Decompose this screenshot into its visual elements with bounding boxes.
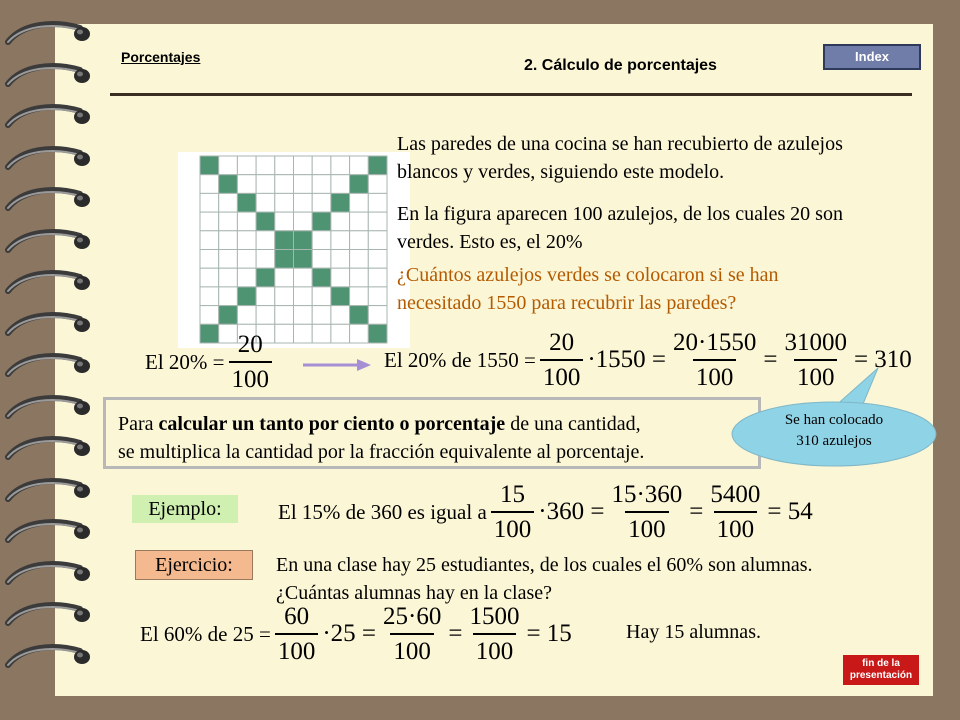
end-button-line-2: presentación: [849, 670, 913, 681]
white-tile: [350, 250, 369, 269]
speech-bubble-text: [746, 410, 922, 452]
index-button[interactable]: Index: [823, 44, 921, 70]
white-tile: [256, 193, 275, 212]
header-rule: [110, 93, 912, 96]
green-tile: [331, 287, 350, 306]
intro-paragraph-2: En la figura aparecen 100 azulejos, de los cuales 20 son verdes. Esto es, el 20%: [397, 203, 843, 253]
white-tile: [200, 250, 219, 269]
eq2-lhs: El 20% de 1550 =: [384, 347, 536, 372]
rule-box: [103, 397, 761, 469]
white-tile: [312, 156, 331, 175]
white-tile: [294, 287, 313, 306]
white-tile: [275, 268, 294, 287]
binding-ring-icon: [2, 435, 94, 465]
exercise-frac1: [275, 604, 319, 664]
example-frac2-den: 100: [625, 511, 669, 542]
white-tile: [331, 231, 350, 250]
exercise-frac3-num: 1500: [469, 603, 520, 630]
green-tile: [312, 268, 331, 287]
end-presentation-button[interactable]: [843, 655, 919, 685]
white-tile: [275, 156, 294, 175]
rule-post: de una cantidad,: [510, 413, 641, 435]
exercise-frac2-den: 100: [390, 633, 434, 664]
binding-ring-icon: [2, 228, 94, 258]
eq1-den: 100: [229, 361, 273, 392]
green-tile: [294, 231, 313, 250]
white-tile: [350, 231, 369, 250]
white-tile: [350, 287, 369, 306]
bubble-line-2: 310 azulejos: [796, 433, 872, 449]
white-tile: [200, 306, 219, 325]
white-tile: [237, 268, 256, 287]
rule-bold: calcular un tanto por ciento o porcentaje: [158, 413, 506, 435]
rule-line-2: se multiplica la cantidad por la fracción equivalente al porcentaje.: [118, 441, 645, 463]
green-tile: [312, 212, 331, 231]
example-label: Ejemplo:: [132, 495, 238, 523]
white-tile: [256, 287, 275, 306]
porcentajes-link[interactable]: Porcentajes: [121, 49, 201, 65]
white-tile: [368, 268, 387, 287]
tile-grid-svg: [178, 152, 410, 348]
exercise-frac1-num: 60: [284, 603, 310, 630]
white-tile: [350, 212, 369, 231]
white-tile: [331, 324, 350, 343]
binding-ring-icon: [2, 352, 94, 382]
exercise-frac1-den: 100: [275, 633, 319, 664]
binding-ring-icon: [2, 20, 94, 50]
binding-ring-icon: [2, 103, 94, 133]
green-tile: [275, 231, 294, 250]
white-tile: [275, 212, 294, 231]
white-tile: [275, 306, 294, 325]
example-text: El 15% de 360 es igual a: [278, 499, 487, 524]
exercise-frac3: [466, 604, 522, 664]
eq1-fraction: [229, 332, 273, 392]
white-tile: [275, 193, 294, 212]
white-tile: [312, 250, 331, 269]
white-tile: [294, 175, 313, 194]
white-tile: [237, 175, 256, 194]
white-tile: [200, 212, 219, 231]
white-tile: [256, 231, 275, 250]
eq2-frac1-den: 100: [540, 359, 584, 390]
example-equation: [278, 482, 813, 542]
binding-ring-icon: [2, 269, 94, 299]
equation-20-percent: [145, 332, 272, 392]
white-tile: [368, 306, 387, 325]
example-frac3: [707, 482, 763, 542]
white-tile: [331, 156, 350, 175]
eq2-equals: =: [763, 346, 778, 373]
binding-ring-icon: [2, 145, 94, 175]
green-tile: [331, 193, 350, 212]
eq2-times: ·1550 =: [587, 346, 667, 373]
green-tile: [200, 156, 219, 175]
white-tile: [219, 231, 238, 250]
green-tile: [368, 156, 387, 175]
exercise-times: ·25 =: [322, 620, 377, 647]
white-tile: [312, 306, 331, 325]
white-tile: [331, 212, 350, 231]
white-tile: [219, 212, 238, 231]
white-tile: [350, 193, 369, 212]
white-tile: [275, 324, 294, 343]
white-tile: [256, 156, 275, 175]
white-tile: [219, 250, 238, 269]
binding-ring-icon: [2, 601, 94, 631]
white-tile: [237, 231, 256, 250]
example-times: ·360 =: [538, 498, 605, 525]
example-frac1: [491, 482, 535, 542]
binding-ring-icon: [2, 477, 94, 507]
white-tile: [368, 250, 387, 269]
white-tile: [350, 156, 369, 175]
example-frac1-num: 15: [500, 481, 526, 508]
binding-ring-icon: [2, 560, 94, 590]
example-frac1-den: 100: [491, 511, 535, 542]
binding-ring-icon: [2, 311, 94, 341]
white-tile: [237, 212, 256, 231]
binding-ring-icon: [2, 186, 94, 216]
white-tile: [200, 268, 219, 287]
white-tile: [331, 306, 350, 325]
white-tile: [368, 287, 387, 306]
white-tile: [368, 212, 387, 231]
white-tile: [350, 324, 369, 343]
intro-question: ¿Cuántos azulejos verdes se colocaron si se han necesitado 1550 para recubrir las paredes?: [397, 264, 779, 314]
eq2-frac3-den: 100: [794, 359, 838, 390]
white-tile: [275, 175, 294, 194]
exercise-label: Ejercicio:: [135, 550, 253, 580]
exercise-lhs: El 60% de 25 =: [140, 621, 271, 646]
rule-pre: Para: [118, 413, 154, 435]
end-button-line-1: fin de la: [862, 658, 900, 669]
section-title: 2. Cálculo de porcentajes: [524, 57, 717, 74]
binding-ring-icon: [2, 394, 94, 424]
eq2-frac1: [540, 330, 584, 390]
example-frac2-num: 15·360: [611, 481, 683, 508]
exercise-frac2-num: 25·60: [383, 603, 442, 630]
eq1-num: 20: [237, 331, 263, 358]
white-tile: [294, 193, 313, 212]
eq1-lhs: El 20% =: [145, 349, 225, 374]
eq2-frac2-num: 20·1550: [673, 329, 757, 356]
white-tile: [368, 193, 387, 212]
binding-ring-icon: [2, 62, 94, 92]
white-tile: [256, 175, 275, 194]
white-tile: [237, 156, 256, 175]
green-tile: [219, 175, 238, 194]
white-tile: [256, 306, 275, 325]
green-tile: [350, 306, 369, 325]
white-tile: [200, 231, 219, 250]
spiral-binding: [0, 0, 100, 720]
green-tile: [294, 250, 313, 269]
white-tile: [237, 306, 256, 325]
green-tile: [256, 268, 275, 287]
binding-ring-icon: [2, 643, 94, 673]
green-tile: [256, 212, 275, 231]
eq2-result: = 310: [853, 346, 912, 373]
eq2-frac1-num: 20: [549, 329, 575, 356]
white-tile: [200, 193, 219, 212]
white-tile: [219, 287, 238, 306]
white-tile: [312, 231, 331, 250]
white-tile: [275, 287, 294, 306]
white-tile: [219, 193, 238, 212]
example-result: = 54: [767, 498, 813, 525]
slide-page: [55, 24, 933, 696]
white-tile: [312, 193, 331, 212]
green-tile: [237, 193, 256, 212]
white-tile: [294, 324, 313, 343]
green-tile: [237, 287, 256, 306]
white-tile: [200, 175, 219, 194]
exercise-result: = 15: [526, 620, 572, 647]
white-tile: [312, 324, 331, 343]
white-tile: [368, 231, 387, 250]
example-frac2: [608, 482, 685, 542]
exercise-equals: =: [448, 620, 463, 647]
green-tile: [275, 250, 294, 269]
example-equals: =: [689, 498, 704, 525]
white-tile: [256, 250, 275, 269]
green-tile: [350, 175, 369, 194]
white-tile: [368, 175, 387, 194]
exercise-answer: Hay 15 alumnas.: [626, 621, 761, 643]
green-tile: [219, 306, 238, 325]
white-tile: [294, 268, 313, 287]
white-tile: [331, 268, 350, 287]
white-tile: [294, 212, 313, 231]
exercise-line-1: En una clase hay 25 estudiantes, de los cuales el 60% son alumnas.: [276, 554, 813, 576]
example-frac3-num: 5400: [710, 481, 761, 508]
white-tile: [294, 156, 313, 175]
white-tile: [331, 250, 350, 269]
exercise-equation: [140, 604, 572, 664]
example-frac3-den: 100: [714, 511, 758, 542]
white-tile: [219, 268, 238, 287]
white-tile: [237, 250, 256, 269]
white-tile: [350, 268, 369, 287]
white-tile: [200, 287, 219, 306]
bubble-line-1: Se han colocado: [784, 412, 884, 428]
binding-ring-icon: [2, 518, 94, 548]
exercise-frac2: [380, 604, 444, 664]
eq2-frac2-den: 100: [693, 359, 737, 390]
exercise-line-2: ¿Cuántas alumnas hay en la clase?: [276, 582, 552, 604]
intro-paragraph-1: Las paredes de una cocina se han recubierto de azulejos blancos y verdes, siguiendo este modelo.: [397, 133, 843, 183]
white-tile: [312, 287, 331, 306]
white-tile: [312, 175, 331, 194]
rule-line-1: [118, 410, 758, 438]
white-tile: [294, 306, 313, 325]
white-tile: [331, 175, 350, 194]
exercise-frac3-den: 100: [473, 633, 517, 664]
white-tile: [219, 156, 238, 175]
tile-model-figure: [178, 152, 410, 348]
arrow-right-icon: [301, 357, 373, 373]
eq2-frac3-num: 31000: [784, 329, 847, 356]
